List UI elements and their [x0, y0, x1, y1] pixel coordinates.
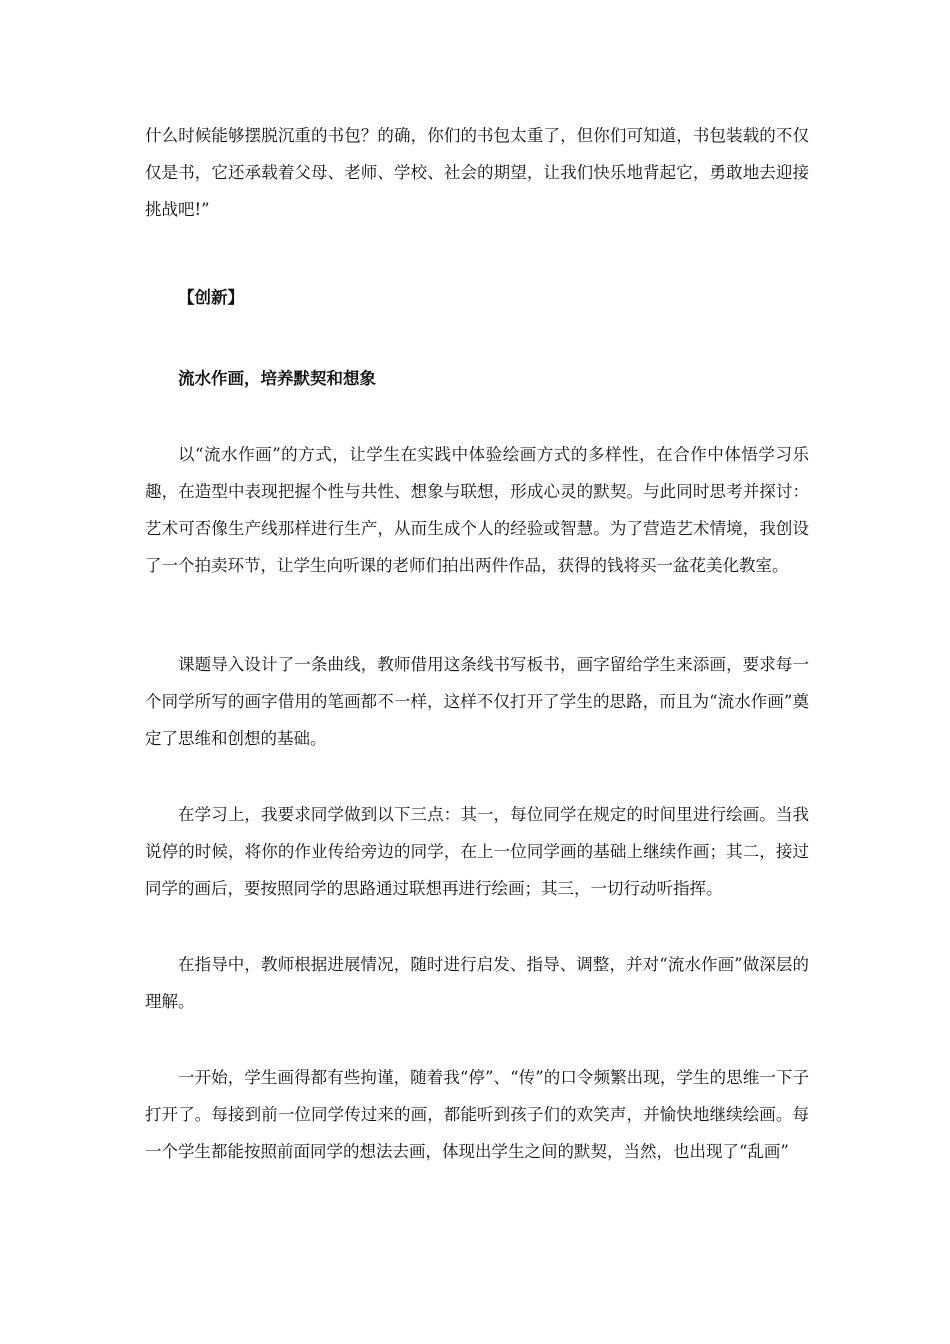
body-paragraph-3: 在学习上，我要求同学做到以下三点：其一，每位同学在规定的时间里进行绘画。当我说停的时候，将你的作业传给旁边的同学，在上一位同学画的基础上继续作画；其二，接过同学的画后，要按照同学的思路通过联想再进行绘画；其三，一切行动听指挥。	[145, 805, 809, 898]
body-paragraph-4: 在指导中，教师根据进展情况，随时进行启发、指导、调整，并对“流水作画”做深层的理解。	[145, 955, 809, 1011]
intro-paragraph: 什么时候能够摆脱沉重的书包？的确，你们的书包太重了，但你们可知道，书包装载的不仅仅是书，它还承载着父母、老师、学校、社会的期望，让我们快乐地背起它，勇敢地去迎接挑战吧!”	[145, 126, 809, 219]
body-paragraph-1: 以“流水作画”的方式，让学生在实践中体验绘画方式的多样性，在合作中体悟学习乐趣，在造型中表现把握个性与共性、想象与联想，形成心灵的默契。与此同时思考并探讨：艺术可否像生产线那样进行生产，从而生成个人的经验或智慧。为了营造艺术情境，我创设了一个拍卖环节，让学生向听课的老师们拍出两件作品，获得的钱将买一盆花美化教室。	[145, 445, 809, 575]
sub-heading: 流水作画，培养默契和想象	[178, 369, 376, 388]
section-heading: 【创新】	[178, 288, 244, 307]
body-paragraph-2: 课题导入设计了一条曲线，教师借用这条线书写板书，画字留给学生来添画，要求每一个同学所写的画字借用的笔画都不一样，这样不仅打开了学生的思路，而且为“流水作画”奠定了思维和创想的基础。	[145, 655, 809, 748]
body-paragraph-5: 一开始，学生画得都有些拘谨，随着我“停”、“传”的口令频繁出现，学生的思维一下子打开了。每接到前一位同学传过来的画，都能听到孩子们的欢笑声，并愉快地继续绘画。每一个学生都能按照前面同学的想法去画，体现出学生之间的默契，当然，也出现了“乱画”	[145, 1068, 809, 1161]
